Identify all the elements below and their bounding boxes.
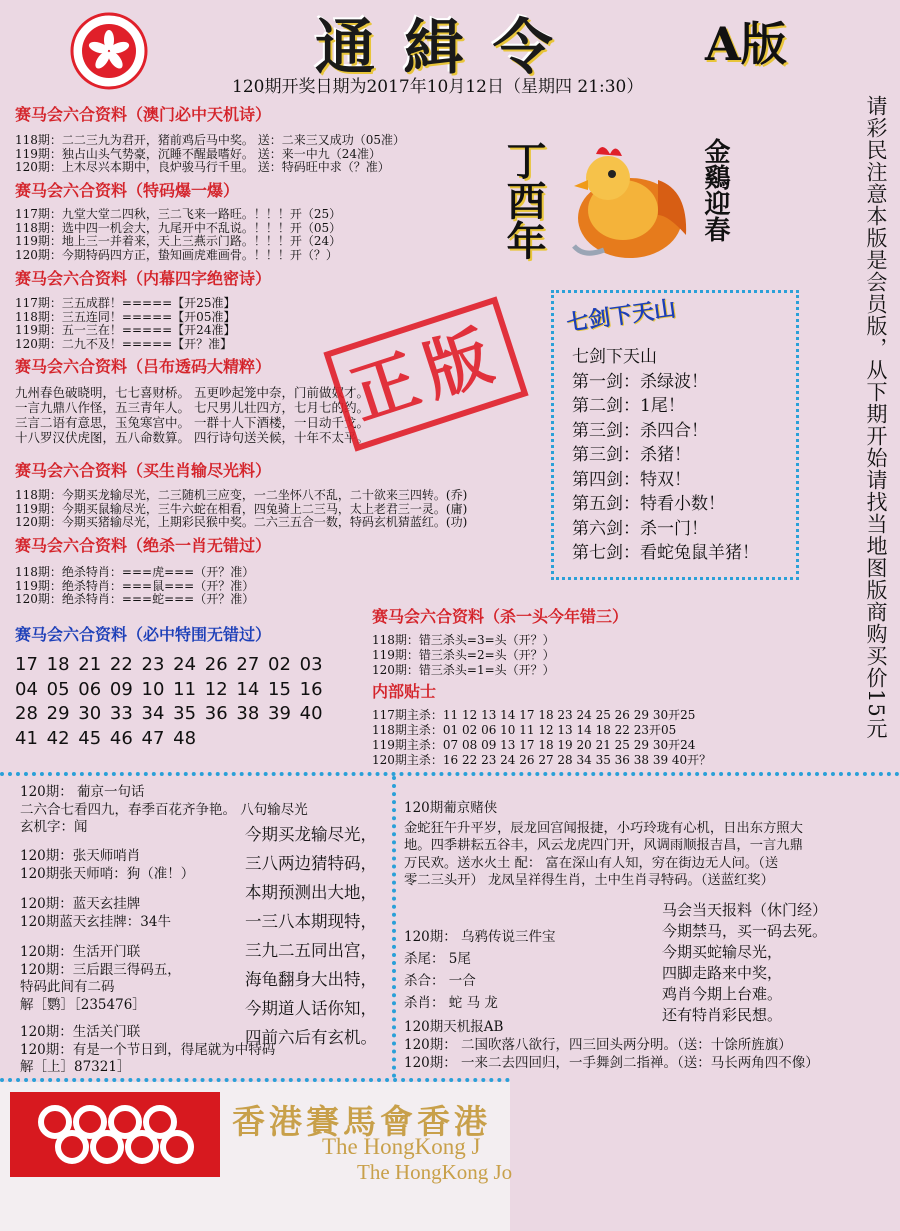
section-inside-tips (372, 708, 711, 768)
footer-chinese-name: 香港賽馬會香港 (232, 1102, 491, 1141)
list-item: 120期：上木尽兴本期中，良炉骏马行千里。 送：特码旺中求（？准） (15, 160, 390, 174)
section-special-burst (15, 208, 341, 262)
list-item: 杀肖： 蛇 马 龙 (404, 995, 498, 1011)
number-row: 41 42 45 46 47 48 (15, 727, 197, 749)
section-title-kill-head: 赛马会六合资料（杀一头今年错三） (372, 607, 629, 626)
list-item: 119期：今期买鼠输尽光，三牛六蛇在相看，四兔骑上二三马，太上老君三一灵。(庸) (15, 501, 468, 516)
divider (0, 772, 900, 776)
number-row: 28 29 30 33 34 35 36 38 39 40 (15, 703, 323, 724)
list-item: 120期：生活开门联 (20, 944, 141, 960)
list-item: 第四剑：特双！ (572, 469, 691, 490)
list-item: 一三八本期现特， (245, 912, 377, 931)
list-item: 120期天机报AB (404, 1019, 504, 1035)
rooster-label: 金鷄迎春 (700, 138, 730, 242)
divider (392, 776, 396, 1078)
list-item: 117期：三五成群！=====【开25准】 (15, 296, 236, 310)
list-item: 119期主杀：07 08 09 13 17 18 19 20 21 25 29 30开24 (372, 738, 696, 752)
section-title-lvbu: 赛马会六合资料（吕布透码大精粹） (15, 357, 272, 376)
list-item: 120期： 二国吹落八欲行，四三回头两分明。（送：十馀所旌旗） (404, 1037, 792, 1053)
list-item: 二六合七看四九，春季百花齐争艳。 八句输尽光 (20, 801, 308, 818)
draw-date: 120期开奖日期为2017年10月12日（星期四 21:30） (232, 77, 644, 97)
list-item: 120期张天师哨：狗（准！） (20, 865, 195, 882)
list-item: 119期：地上三一并着来，天上三燕示门路。！！！开（24） (15, 234, 342, 248)
list-item: 118期：今期买龙输尽光，二三随机三应变，一二坐怀八不乱，二十欲来三四转。(乔) (15, 488, 468, 502)
list-item: 杀合： 一合 (404, 973, 476, 989)
genuine-stamp: 正版 (323, 296, 528, 451)
number-row: 04 05 06 09 10 11 12 14 15 16 (15, 678, 323, 700)
number-row: 17 18 21 22 23 24 26 27 02 03 (15, 654, 323, 675)
section-title-kill-zodiac: 赛马会六合资料（绝杀一肖无错过） (15, 536, 272, 555)
section-macau-poem (15, 134, 405, 175)
list-item: 零二三头开） 龙凤呈祥得生肖，土中生肖寻特码。（送蓝红奖） (404, 873, 774, 888)
list-item: 118期：绝杀特肖：===虎===（开？准） (15, 565, 255, 579)
page-title: 通 緝 令 (315, 13, 557, 83)
gamble-hero-section (404, 800, 894, 890)
list-item: 第三剑：杀猪！ (572, 445, 691, 465)
section-secret-poem (15, 297, 235, 351)
footer-english-name: The HongKong J (322, 1134, 481, 1159)
list-item: 还有特肖彩民想。 (662, 1006, 783, 1024)
list-item: 第二剑：1尾！ (572, 396, 685, 416)
list-item: 十八罗汉伏虎图，五八命数算。 四行诗句送关候，十年不太平。 (15, 430, 369, 445)
number-grid (15, 653, 323, 751)
list-item: 120期：错三杀头=1=头（开？） (372, 663, 555, 677)
list-item: 120期： 乌鸦传说三件宝 (404, 929, 556, 945)
list-item: 120期：绝杀特肖：===蛇===（开？准） (15, 592, 255, 606)
list-item: 特码此间有二码 (20, 979, 115, 995)
list-item: 万民欢。送水火土 配： 富在深山有人知，穷在街边无人问。（送 (404, 855, 779, 871)
list-item: 119期：绝杀特肖：===鼠===（开？准） (15, 578, 255, 593)
list-item: 解［鹦］［235476］ (20, 996, 146, 1013)
list-item: 118期：二二三九为君开，猪前鸡后马中奖。 送：二来三又成功（05准） (15, 133, 405, 147)
list-item: 第五剑：特看小数！ (572, 494, 725, 514)
list-item: 九州春色破晓明，七七喜财桥。 五更吵起笼中奈，门前做奴才。 (15, 385, 369, 400)
list-item: 解［上］87321］ (20, 1059, 131, 1075)
sky-report-section (404, 1018, 819, 1072)
section-lvbu (15, 385, 369, 445)
section-kill-zodiac (15, 566, 254, 607)
list-item: 今期买蛇输尽光， (662, 943, 783, 961)
list-item: 120期：张天师哨肖 (20, 848, 141, 864)
hk-logo (70, 12, 148, 90)
list-item: 今期买龙输尽光， (245, 825, 377, 844)
list-item: 120期：今期特码四方正，蛰知画虎难画骨。！！！开（？） (15, 247, 338, 262)
list-item: 120期：有是一个节日到，得尾就为中特码 (20, 1041, 276, 1058)
list-item: 海龟翻身大出特， (245, 970, 377, 989)
section-title-macau-poem: 赛马会六合资料（澳门必中天机诗） (15, 105, 272, 124)
list-item: 118期：三五连同！=====【开05准】 (15, 309, 236, 324)
list-item: 一言九鼎八作怪，五三青年人。 七尺男儿壮四方，七月七的约。 (15, 400, 369, 415)
list-item: 119期：错三杀头=2=头（开？） (372, 648, 555, 662)
list-item: 杀尾： 5尾 (404, 951, 471, 967)
list-item: 118期：选中四一机会大，九尾开中不乱说。！！！开（05） (15, 220, 342, 235)
list-item: 120期：蓝天玄挂牌 (20, 896, 141, 912)
list-item: 三言二语有意思，玉兔寒宫中。 一群十人下酒楼，一日动千戈。 (15, 415, 369, 430)
list-item: 117期：九堂大堂二四秋，三二飞来一路旺。！！！开（25） (15, 207, 342, 221)
list-item: 第七剑：看蛇兔鼠羊猪！ (572, 543, 759, 563)
list-item: 七剑下天山 (572, 347, 657, 367)
section-title-zodiac-lose: 赛马会六合资料（买生肖输尽光料） (15, 461, 272, 480)
edition-label: A版 (705, 17, 787, 71)
member-notice: 请彩民注意本版是会员版，从下期开始请找当地图版商购买价15元 (864, 95, 888, 740)
list-item: 117期主杀：11 12 13 14 17 18 23 24 25 26 29 30开25 (372, 708, 696, 722)
crow-section (404, 926, 556, 1014)
list-item: 119期：五一三在！=====【开24准】 (15, 323, 236, 337)
list-item: 今期禁马，买一码去死。 (662, 922, 828, 940)
list-item: 鸡肖今期上台难。 (662, 985, 783, 1003)
list-item: 120期：生活关门联 (20, 1024, 141, 1040)
list-item: 金蛇狂午升平岁，辰龙回宫闻报捷，小巧玲珑有心机，日出东方照大 (404, 820, 803, 836)
seven-swords-box (551, 290, 799, 580)
list-item: 三八两边猜特码， (245, 854, 377, 873)
list-item: 120期：二九不及！=====【开？准】 (15, 336, 233, 351)
list-item: 地。四季耕耘五谷丰，风云龙虎四门开，风调雨顺报吉昌，一言九鼎 (404, 838, 803, 853)
section-title: 120期葡京赌侠 (404, 800, 498, 816)
list-item: 马会当天报料（休门经） (662, 901, 828, 919)
list-item: 120期：三后跟三得码五， (20, 961, 181, 978)
list-item: 119期：独占山头气势豪，沉睡不醒最嗜好。 送：来一中九（24准） (15, 146, 381, 161)
list-item: 120期： 葡京一句话 (20, 784, 145, 800)
section-zodiac-lose (15, 489, 467, 530)
list-item: 120期： 一来二去四回归，一手舞剑二指禅。（送：马长两角四不像） (404, 1055, 819, 1071)
list-item: 第六剑：杀一门！ (572, 518, 708, 539)
list-item: 四脚走路来中奖， (662, 964, 783, 982)
seven-swords-banner: 七剑下天山 (564, 295, 678, 337)
list-item: 本期预测出大地， (245, 883, 377, 902)
list-item: 三九二五同出宫， (245, 941, 377, 960)
list-item: 第三剑：杀四合！ (572, 420, 708, 441)
list-item: 120期主杀：16 22 23 24 26 27 28 34 35 36 38 39 40开？ (372, 753, 712, 767)
footer-english-name-2: The HongKong Jo (357, 1160, 513, 1184)
list-item: 四前六后有玄机。 (245, 1028, 377, 1047)
list-item: 第一剑：杀绿波！ (572, 371, 708, 392)
prediction-poem (245, 820, 377, 1052)
list-item: 玄机字：闻 (20, 819, 88, 835)
list-item: 今期道人话你知， (245, 999, 377, 1018)
jockey-club-logo (10, 1092, 220, 1177)
list-item: 120期蓝天玄挂牌：34牛 (20, 913, 171, 930)
section-kill-head (372, 633, 555, 678)
section-title-secret-poem: 赛马会六合资料（内幕四字绝密诗） (15, 269, 272, 288)
year-label: 丁酉年 (500, 140, 547, 260)
list-item: 118期：错三杀头=3=头（开？） (372, 633, 555, 647)
list-item: 118期主杀：01 02 06 10 11 12 13 14 18 22 23开05 (372, 723, 677, 737)
section-title-special-burst: 赛马会六合资料（特码爆一爆） (15, 181, 240, 200)
list-item: 120期：今期买猪输尽光，上期彩民猴中奖。二六三五合一数，特码玄机猜蓝红。(功) (15, 515, 468, 529)
section-title-must-win: 赛马会六合资料（必中特围无错过） (15, 625, 272, 644)
rooster-image (568, 140, 698, 265)
section-title-inside-tips: 内部贴士 (372, 682, 437, 701)
horse-report-section (662, 900, 827, 1026)
